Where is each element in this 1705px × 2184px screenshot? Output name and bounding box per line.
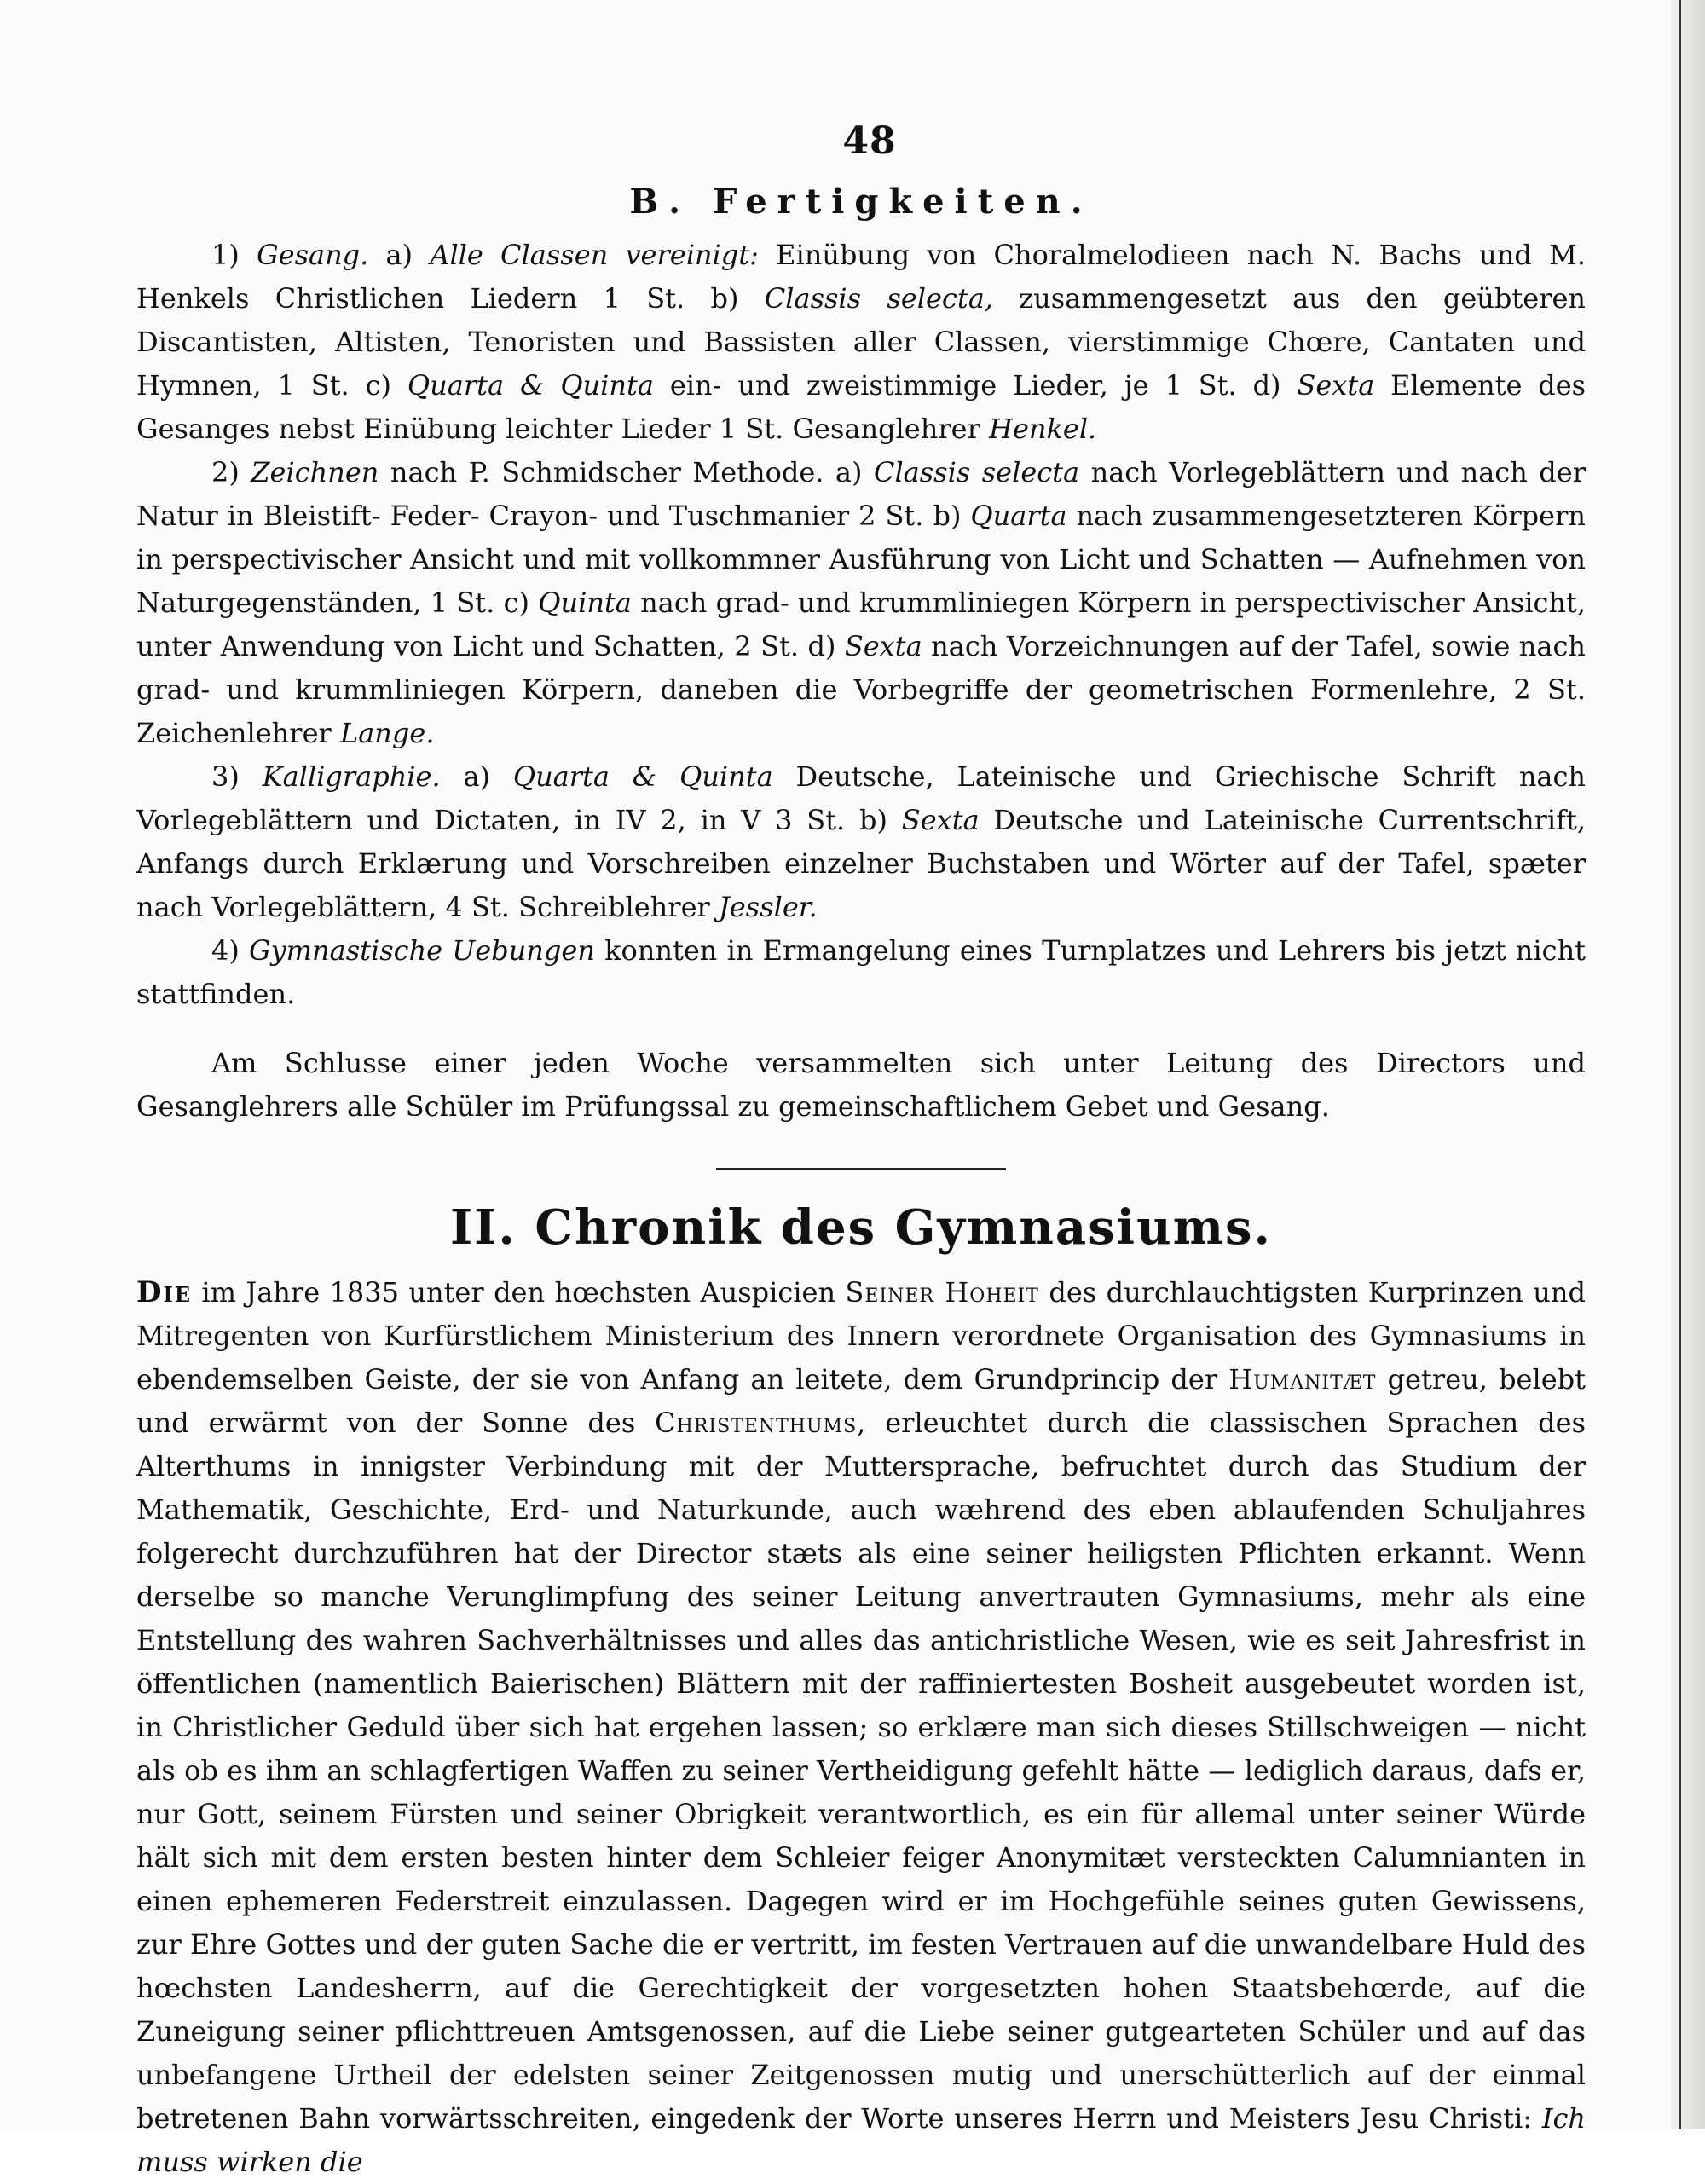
page-number: 48 xyxy=(842,119,897,163)
item-label: Sexta xyxy=(1297,369,1375,402)
item-marker: b) xyxy=(710,282,739,315)
item-marker: c) xyxy=(503,586,529,619)
chronik-text: im Jahre 1835 unter den hœchsten Auspicien xyxy=(192,1276,846,1309)
opening-word: Die xyxy=(136,1275,193,1309)
teacher-name: Jessler. xyxy=(718,891,818,923)
item-marker: d) xyxy=(1252,369,1281,402)
chronik-text: , erleuchtet durch die classischen Sprachen des Alterthums in innigster Verbindung mit der Muttersprache, befruchtet durch das Studium der Mathematik, Geschichte, Erd- und Naturkunde, auch wæhrend des eben ablaufenden Schuljahres folgerecht durchzuführen hat der Director stæts als eine seiner heiligsten Pflichten erkannt. Wenn derselbe so manche Verunglimpfung des seiner Leitung anvertrauten Gymnasiums, mehr als eine Entstellung des wahren Sachverhältnisses und alles das antichristliche Wesen, wie es seit Jahresfrist in öffentlichen (namentlich Baierischen) Blättern mit der raffiniertesten Bosheit ausgebeutet worden ist, in Christlicher Geduld über sich hat ergehen lassen; so erklære man sich dieses Stillschweigen — nicht als ob es ihm an schlagfertigen Waffen zu seiner Vertheidigung gefehlt hätte — lediglich daraus, dafs er, nur Gott, seinem Fürsten und seiner Obrigkeit verantwortlich, es ein für allemal unter seiner Würde hält sich mit dem ersten besten hinter dem Schleier feiger Anonymitæt versteckten Calumnianten in einen ephemeren Federstreit einzulassen. Dagegen wird er im Hochgefühle seines guten Gewissens, zur Ehre Gottes und der guten Sache die er vertritt, im festen Vertrauen auf die unwandelbare Huld des hœchsten Landesherrn, auf die Gerechtigkeit der vorgesetzten hohen Staatsbehœrde, auf die Zuneigung seiner pflichttreuen Amtsgenossen, auf die Liebe seiner gutgearteten Schüler und auf das unbefangene Urtheil der edelsten seiner Zeitgenossen mutig und unerschütterlich auf der einmal betretenen Bahn vorwärtsschreiten, eingedenk der Worte unseres Herrn und Meisters Jesu Christi: xyxy=(136,1407,1586,2135)
paragraph-kalligraphie xyxy=(136,755,1586,929)
item-label: Classis selecta xyxy=(873,456,1080,488)
teacher-name: Lange. xyxy=(339,717,435,749)
teacher-name: Henkel. xyxy=(989,413,1097,445)
item-text: nach Vorzeichnungen auf der Tafel, sowie nach grad- und krummliniegen Körpern, daneben die Vorbegriffe der geometrischen Formenlehre, 2 St. Zeichenlehrer xyxy=(136,630,1586,749)
chronik-smallcaps: Humanitæt xyxy=(1228,1363,1377,1395)
section-divider xyxy=(716,1168,1006,1170)
item-number: 2) xyxy=(211,456,240,488)
item-label: Quarta & Quinta xyxy=(407,369,654,402)
item-title: Gesang. xyxy=(257,239,369,271)
page-edge-shadow xyxy=(1671,0,1705,2129)
chronik-smallcaps: Seiner Hoheit xyxy=(845,1276,1039,1309)
item-label: Sexta xyxy=(901,804,980,836)
item-title: Zeichnen xyxy=(251,456,379,488)
item-label: Quarta xyxy=(970,500,1067,532)
section-heading-fertigkeiten: B. Fertigkeiten. xyxy=(629,182,1093,222)
page-edge-line xyxy=(1679,0,1681,2129)
item-number: 1) xyxy=(211,239,240,271)
item-label: Quinta xyxy=(538,586,632,619)
item-marker: b) xyxy=(859,804,887,836)
item-label: Classis selecta, xyxy=(764,282,993,315)
item-text: nach zusammengesetzteren Körpern in perspectivischer Ansicht und mit vollkommner Ausführung von Licht und Schatten — Aufnehmen von Naturgegenständen, 1 St. xyxy=(136,500,1587,619)
item-title: Gymnastische Uebungen xyxy=(249,934,595,967)
paragraph-gesang xyxy=(136,234,1586,451)
item-marker: a) xyxy=(463,760,491,793)
paragraph-zeichnen xyxy=(136,451,1586,755)
item-number: 3) xyxy=(211,760,240,793)
paragraph-chronik xyxy=(136,1271,1586,2184)
item-marker: a) xyxy=(385,239,413,271)
item-text: Einübung von Choralmelodieen nach N. Bachs und M. Henkels Christlichen Liedern 1 St. xyxy=(136,239,1587,315)
item-label: Sexta xyxy=(844,630,922,662)
chronik-smallcaps: Christenthums xyxy=(655,1407,858,1439)
chronik-text: des durchlauchtigsten Kurprinzen und Mitregenten von Kurfürstlichem Ministerium des Innern verordnete Organisation des Gymnasiums in ebendemselben Geiste, der sie von Anfang an leitete, dem Grundprincip der xyxy=(136,1276,1586,1395)
paragraph-gymnastik xyxy=(136,929,1586,1016)
item-marker: d) xyxy=(807,630,836,662)
chapter-heading-chronik: II. Chronik des Gymnasiums. xyxy=(449,1199,1273,1256)
item-text: Deutsche und Lateinische Currentschrift, Anfangs durch Erklærung und Vorschreiben einzelner Buchstaben und Wörter auf der Tafel, spæter nach Vorlegeblättern, 4 St. Schreiblehrer xyxy=(136,804,1587,923)
item-text: Deutsche, Lateinische und Griechische Schrift nach Vorlegeblättern und Dictaten, in IV 2, in V 3 St. xyxy=(136,760,1587,836)
item-text: nach P. Schmidscher Methode. xyxy=(390,456,824,488)
item-text: Elemente des Gesanges nebst Einübung leichter Lieder 1 St. Gesanglehrer xyxy=(136,369,1587,445)
item-marker: c) xyxy=(365,369,392,402)
chronik-text: getreu, belebt und erwärmt von der Sonne des xyxy=(136,1363,1587,1439)
item-text: nach grad- und krummliniegen Körpern in perspectivischer Ansicht, unter Anwendung von Licht und Schatten, 2 St. xyxy=(136,586,1587,662)
paragraph-spacer xyxy=(136,1016,1586,1042)
page-content xyxy=(136,119,1586,2184)
paragraph-closing: Am Schlusse einer jeden Woche versammelten sich unter Leitung des Directors und Gesanglehrers alle Schüler im Prüfungssal zu gemeinschaftlichem Gebet und Gesang. xyxy=(136,1047,1586,1123)
item-title: Kalligraphie. xyxy=(262,760,441,793)
item-marker: b) xyxy=(933,500,962,532)
item-label: Quarta & Quinta xyxy=(512,760,773,793)
item-text: zusammengesetzt aus den geübteren Discantisten, Altisten, Tenoristen und Bassisten aller Classen, vierstimmige Chœre, Cantaten und Hymnen, 1 St. xyxy=(136,282,1587,402)
item-marker: a) xyxy=(835,456,863,488)
item-text: konnten in Ermangelung eines Turnplatzes und Lehrers bis jetzt nicht stattfinden. xyxy=(136,934,1587,1010)
item-text: ein- und zweistimmige Lieder, je 1 St. xyxy=(669,369,1237,402)
item-text: nach Vorlegeblättern und nach der Natur in Bleistift- Feder- Crayon- und Tuschmanier 2 St. xyxy=(136,456,1586,532)
chronik-quote: Ich muss wirken die xyxy=(136,2102,1586,2178)
item-number: 4) xyxy=(211,934,240,967)
item-label: Alle Classen vereinigt: xyxy=(430,239,759,271)
